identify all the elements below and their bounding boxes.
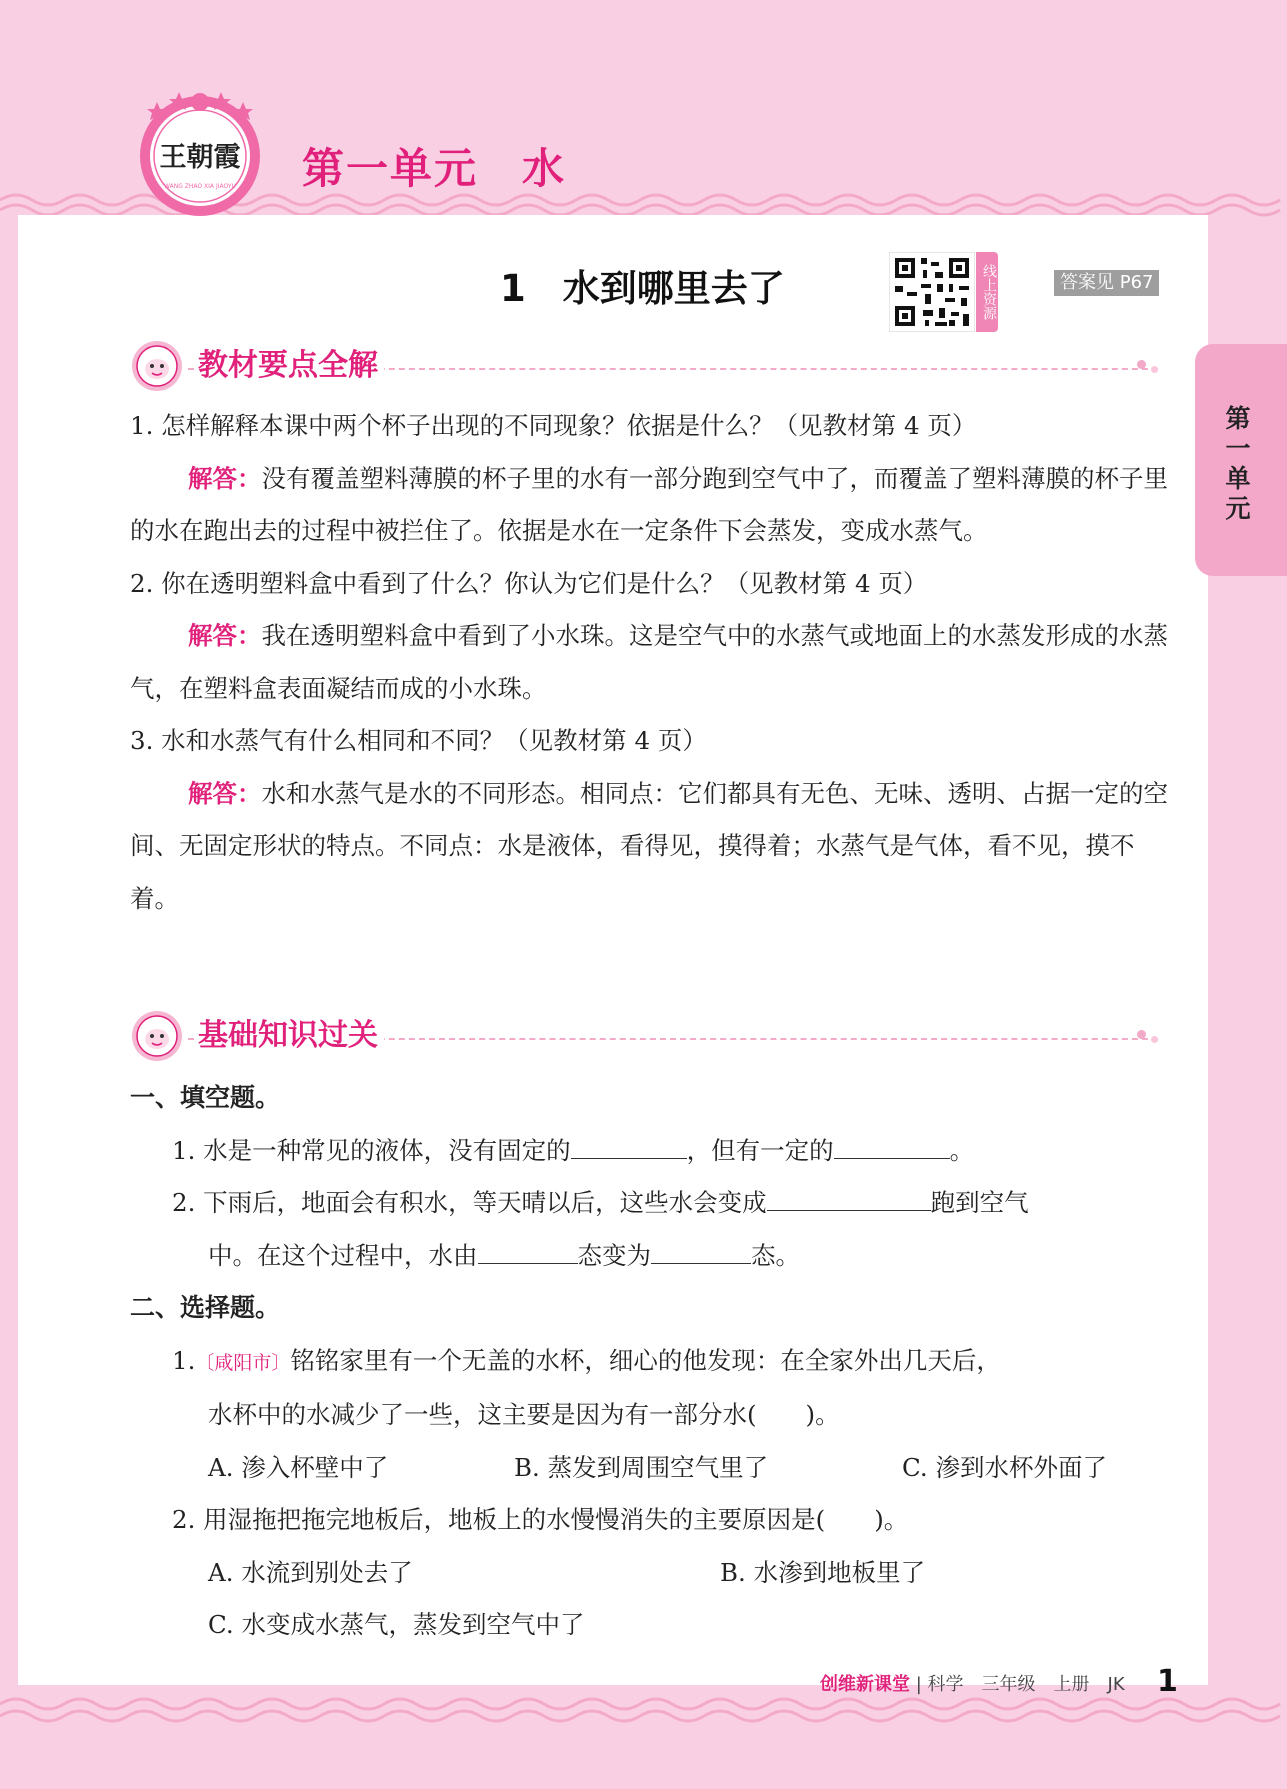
question-number: 1. bbox=[172, 1345, 196, 1375]
answer-text: 我在透明塑料盒中看到了小水珠。这是空气中的水蒸气或地面上的水蒸发形成的水蒸气，在塑料盒表面凝结而成的小水珠。 bbox=[130, 621, 1168, 703]
location-tag: 〔咸阳市〕 bbox=[195, 1351, 291, 1374]
question-1: 1. 怎样解释本课中两个杯子出现的不同现象？依据是什么？（见教材第 4 页） bbox=[130, 411, 977, 440]
answer-text: 水和水蒸气是水的不同形态。相同点：它们都具有无色、无味、透明、占据一定的空间、无固定形状的特点。不同点：水是液体，看得见，摸得着；水蒸气是气体，看不见，摸不着。 bbox=[130, 778, 1168, 913]
choice-question-1 bbox=[130, 1335, 1170, 1390]
unit-side-tab-label: 第一单元 bbox=[1225, 404, 1251, 523]
answer-blank[interactable] bbox=[767, 1184, 931, 1211]
option-a[interactable]: A. 水流到别处去了 bbox=[208, 1557, 413, 1587]
answer-blank[interactable] bbox=[478, 1237, 578, 1264]
section-header-basic-knowledge bbox=[128, 1006, 1158, 1066]
question-text: 2. 下雨后，地面会有积水，等天晴以后，这些水会变成 bbox=[172, 1188, 767, 1217]
decor-dot bbox=[1137, 360, 1146, 369]
answer-3 bbox=[130, 768, 1170, 926]
section-title: 基础知识过关 bbox=[198, 1010, 384, 1054]
question-text: 态变为 bbox=[577, 1240, 651, 1270]
question-text: 铭铭家里有一个无盖的水杯，细心的他发现：在全家外出几天后， bbox=[290, 1345, 1001, 1375]
footer-info: 创维新课堂 | 科学 三年级 上册 JK bbox=[820, 1674, 1125, 1695]
lesson-title: 1 水到哪里去了 bbox=[500, 267, 785, 310]
cartoon-badge-icon bbox=[128, 336, 186, 394]
page-number: 1 bbox=[1157, 1664, 1178, 1699]
answer-label: 解答： bbox=[188, 778, 262, 808]
bottom-wave-border bbox=[0, 1692, 1287, 1732]
question-3: 3. 水和水蒸气有什么相同和不同？（见教材第 4 页） bbox=[130, 726, 707, 755]
question-text: 1. 水是一种常见的液体，没有固定的 bbox=[172, 1135, 571, 1165]
answer-1 bbox=[130, 453, 1170, 558]
question-2: 2. 你在透明塑料盒中看到了什么？你认为它们是什么？（见教材第 4 页） bbox=[130, 568, 928, 598]
cartoon-badge-icon bbox=[128, 1006, 186, 1064]
section-header-key-points bbox=[128, 336, 1158, 396]
option-c[interactable]: C. 渗到水杯外面了 bbox=[902, 1452, 1107, 1482]
decor-dot bbox=[1151, 366, 1158, 373]
decor-dot bbox=[1137, 1030, 1146, 1039]
question-text: 态。 bbox=[751, 1240, 800, 1270]
option-a[interactable]: A. 渗入杯壁中了 bbox=[208, 1452, 389, 1482]
answer-label: 解答： bbox=[188, 463, 262, 493]
svg-text:王朝霞: 王朝霞 bbox=[159, 142, 241, 173]
fill-question-1 bbox=[130, 1125, 1170, 1178]
answer-blank[interactable] bbox=[834, 1132, 950, 1159]
question-text: ，但有一定的 bbox=[686, 1135, 834, 1165]
decor-dot bbox=[1151, 1036, 1158, 1043]
question-text: 中。在这个过程中，水由 bbox=[208, 1240, 478, 1270]
option-b[interactable]: B. 蒸发到周围空气里了 bbox=[514, 1452, 769, 1482]
exercises-body bbox=[130, 1072, 1170, 1652]
footer-brand: 创维新课堂 bbox=[820, 1674, 910, 1695]
option-b[interactable]: B. 水渗到地板里了 bbox=[720, 1557, 926, 1587]
svg-text:WANG ZHAO XIA JIAOYU: WANG ZHAO XIA JIAOYU bbox=[164, 183, 236, 190]
online-resource-tag: 线上资源 bbox=[976, 252, 998, 332]
footer-book-info: 科学 三年级 上册 JK bbox=[927, 1674, 1125, 1695]
answer-reference: 答案见 P67 bbox=[1054, 270, 1159, 296]
key-points-body bbox=[130, 400, 1170, 925]
choice-question-2: 2. 用湿拖把拖完地板后，地板上的水慢慢消失的主要原因是( )。 bbox=[172, 1505, 909, 1534]
answer-label: 解答： bbox=[188, 621, 262, 650]
option-c[interactable]: C. 水变成水蒸气，蒸发到空气中了 bbox=[208, 1610, 585, 1639]
brand-logo bbox=[135, 88, 265, 218]
choice-2-options bbox=[130, 1547, 1170, 1600]
choice-question-1-cont: 水杯中的水减少了一些，这主要是因为有一部分水( )。 bbox=[208, 1400, 840, 1429]
question-text: 跑到空气 bbox=[930, 1188, 1029, 1217]
choice-1-options bbox=[130, 1442, 1170, 1495]
fill-question-2 bbox=[130, 1177, 1170, 1230]
question-text: 。 bbox=[949, 1135, 975, 1165]
unit-title: 第一单元 水 bbox=[302, 144, 567, 193]
choice-2-options-row2 bbox=[130, 1599, 1170, 1652]
answer-blank[interactable] bbox=[571, 1132, 687, 1159]
section-title: 教材要点全解 bbox=[198, 340, 384, 384]
answer-text: 没有覆盖塑料薄膜的杯子里的水有一部分跑到空气中了，而覆盖了塑料薄膜的杯子里的水在跑出去的过程中被拦住了。依据是水在一定条件下会蒸发，变成水蒸气。 bbox=[130, 463, 1168, 545]
choice-heading: 二、选择题。 bbox=[130, 1293, 281, 1322]
fill-question-2-cont bbox=[130, 1230, 1170, 1283]
answer-2 bbox=[130, 610, 1170, 715]
answer-blank[interactable] bbox=[651, 1237, 751, 1264]
fill-blank-heading: 一、填空题。 bbox=[130, 1083, 281, 1112]
qr-code-icon[interactable] bbox=[889, 252, 975, 332]
